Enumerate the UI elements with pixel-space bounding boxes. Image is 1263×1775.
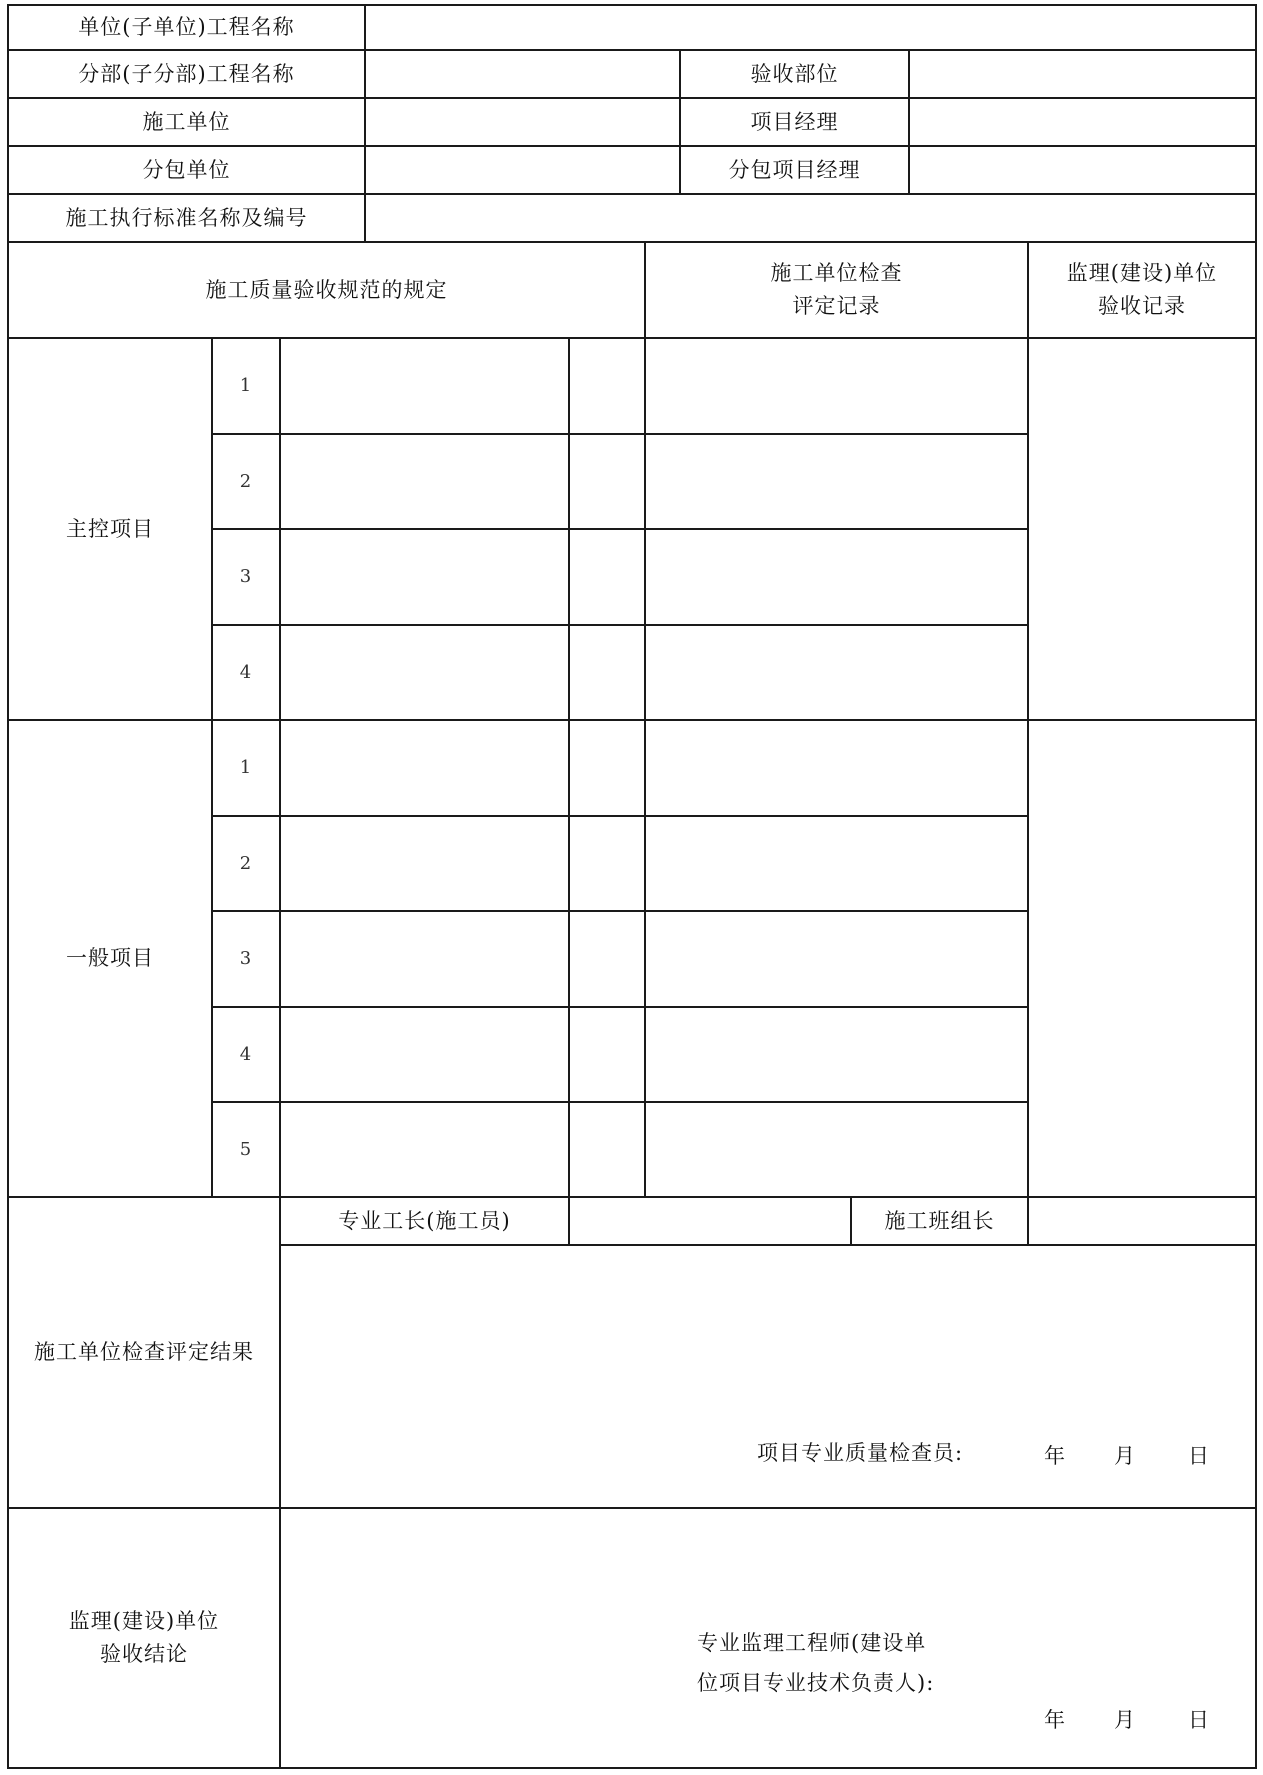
divider	[211, 433, 1028, 435]
construction-unit-field[interactable]	[366, 99, 679, 145]
supervision-conclusion-label: 监理(建设)单位 验收结论	[68, 1609, 220, 1666]
unit-project-name-label: 单位(子单位)工程名称	[78, 15, 295, 40]
sub-project-manager-label: 分包项目经理	[728, 157, 861, 182]
quality-inspector-label: 项目专业质量检查员:	[757, 1441, 964, 1465]
general-item-number: 3	[239, 948, 253, 970]
check-record-column-header: 施工单位检查 评定记录	[770, 261, 903, 318]
standard-name-label: 施工执行标准名称及编号	[65, 205, 308, 230]
team-leader-label: 施工班组长	[884, 1208, 995, 1233]
divider	[211, 815, 1028, 817]
general-item-number: 1	[239, 757, 253, 779]
subcontractor-field[interactable]	[366, 147, 679, 193]
conclusion-date-year: 年	[1044, 1708, 1065, 1732]
acceptance-part-label: 验收部位	[750, 61, 839, 86]
foreman-label: 专业工长(施工员)	[338, 1208, 511, 1233]
spec-column-header: 施工质量验收规范的规定	[205, 277, 448, 302]
divider	[279, 337, 281, 1768]
team-leader-field[interactable]	[1029, 1198, 1255, 1244]
result-date-month: 月	[1114, 1444, 1135, 1468]
sub-project-name-field[interactable]	[366, 51, 679, 97]
general-item-number: 2	[239, 852, 253, 874]
divider	[211, 1101, 1028, 1103]
standard-name-field[interactable]	[366, 195, 1255, 241]
acceptance-part-field[interactable]	[910, 51, 1255, 97]
divider	[211, 624, 1028, 626]
main-control-item-number: 2	[239, 470, 253, 492]
project-manager-label: 项目经理	[750, 109, 839, 134]
construction-result-label: 施工单位检查评定结果	[34, 1340, 254, 1365]
unit-project-name-field[interactable]	[366, 6, 1255, 49]
main-control-item-number: 4	[239, 661, 253, 683]
divider	[211, 910, 1028, 912]
general-section-label: 一般项目	[66, 946, 154, 971]
border-bottom	[7, 1767, 1257, 1769]
border-right	[1255, 4, 1257, 1769]
sub-project-manager-field[interactable]	[910, 147, 1255, 193]
divider	[279, 1244, 1257, 1246]
conclusion-date-month: 月	[1114, 1708, 1135, 1732]
main-control-item-number: 1	[239, 375, 253, 397]
divider	[568, 337, 570, 1245]
divider	[211, 528, 1028, 530]
main-control-item-number: 3	[239, 566, 253, 588]
result-date-day: 日	[1188, 1444, 1209, 1468]
construction-unit-label: 施工单位	[142, 109, 231, 134]
sub-project-name-label: 分部(子分部)工程名称	[78, 61, 295, 86]
main-control-section-label: 主控项目	[66, 516, 154, 541]
divider	[211, 1006, 1028, 1008]
subcontractor-label: 分包单位	[142, 157, 231, 182]
result-date-year: 年	[1044, 1444, 1065, 1468]
conclusion-date-day: 日	[1188, 1708, 1209, 1732]
project-manager-field[interactable]	[910, 99, 1255, 145]
general-item-number: 4	[239, 1043, 253, 1065]
foreman-field[interactable]	[570, 1198, 850, 1244]
supervision-record-column-header: 监理(建设)单位 验收记录	[1066, 261, 1218, 318]
supervising-engineer-label: 专业监理工程师(建设单 位项目专业技术负责人):	[697, 1631, 935, 1695]
general-item-number: 5	[239, 1138, 253, 1160]
